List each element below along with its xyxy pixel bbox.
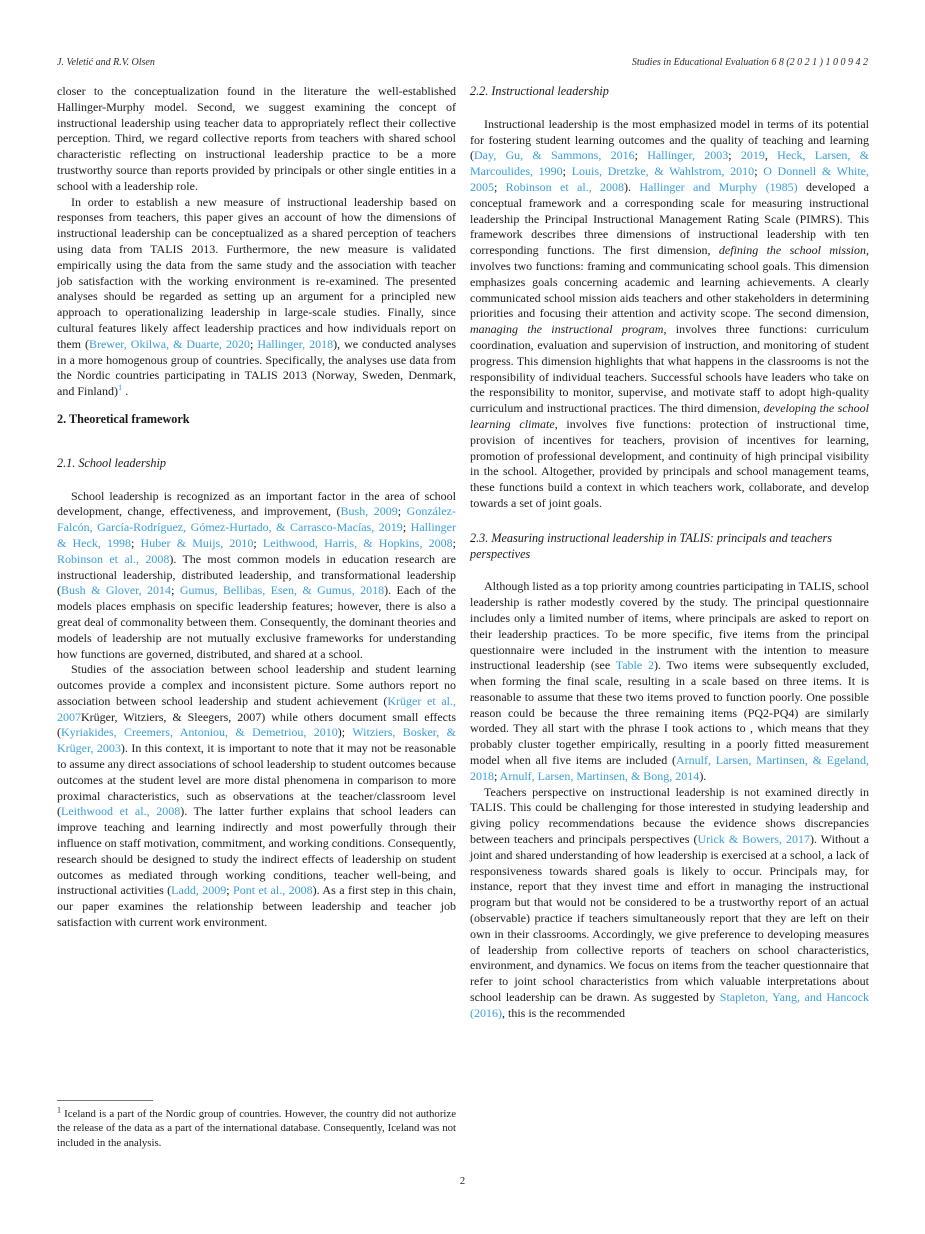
citation-link[interactable]: González-Falcón, García-Rodríguez, Gómez-Hurtado, & Carrasco-Macías, 2019 [57, 504, 456, 535]
paragraph [470, 579, 869, 784]
paragraph [57, 195, 456, 400]
body-text: ). The most common models in education research are instructional leadership, distributed leadership, and transformational leadership ( [57, 551, 457, 598]
footnote-ref-link[interactable]: 1 [118, 382, 123, 393]
citation-link[interactable]: Ladd, 2009 [171, 883, 227, 898]
citation-link[interactable]: Hallinger and Murphy (1985) [639, 179, 798, 194]
footnote-body: Iceland is a part of the Nordic group of countries. However, the country did not authorize the release of the data as a part of the international database. Consequently, Iceland was not included in the analysis. [57, 1108, 457, 1149]
citation-link[interactable]: Huber & Muijs, 2010 [140, 535, 254, 550]
body-text: developed a conceptual framework and a corresponding scale for measuring instructional leadership the Principal Instructional Management Rating Scale (PIMRS). This framework describes three dimensions of instructional leadership with ten corresponding functions. The first dimension, [470, 179, 870, 258]
running-head-authors: J. Veletić and R.V. Olsen [57, 57, 155, 68]
footnote [57, 1100, 456, 1150]
body-text: ; [562, 164, 572, 179]
running-head-journal: Studies in Educational Evaluation 6 8 (2 0 2 1 ) 1 0 0 9 4 2 [631, 57, 868, 68]
body-text: ). As a first step in this chain, our paper examines the relationship between leadership and teacher job satisfaction with current work environment. [57, 883, 456, 930]
subsection-heading [470, 531, 869, 563]
citation-link[interactable]: 2019 [740, 148, 765, 163]
citation-link[interactable]: Bush, 2009 [340, 504, 398, 519]
paragraph [470, 785, 869, 1022]
citation-link[interactable]: Pont et al., 2008 [233, 883, 313, 898]
body-text: ; [494, 179, 506, 194]
body-text: ). The latter further explains that school leaders can improve teaching and learning indirectly and most powerfully through their influence on staff motivation, commitment, and working conditions. Consequently, research should be designed to study the indirect effects of leadership on student outcomes as mediated through working conditions, teacher well-being, and instructional activities ( [57, 804, 457, 898]
body-text: , involves two functions: framing and communicating school goals. This dimension emphasizes goals concerning academic and learning achievements. A clearly communicated school mission aids teachers and other stakeholders in determining priorities and focusing their attention and activity scope. The second dimension, [470, 243, 869, 321]
body-text: , involves five functions: protection of instructional time, provision of incentives for teachers, provision of incentives for learning, promotion of professional development, and continuity of high principal visibility in the school. Altogether, provided by principals and school management teams, these functions build a context in which teachers work, collaborate, and develop towards a set of joint goals. [470, 416, 869, 510]
body-text: ; [131, 535, 141, 550]
citation-link[interactable]: Arnulf, Larsen, Martinsen, & Egeland, 2018 [470, 753, 869, 783]
body-text: closer to the conceptualization found in the literature the well-established Hallinger-Murphy model. Second, we suggest examining the concept of instructional leadership using teacher data to appropriately reflect their collective perception. Third, we regard collective reports from teachers with shared school characteristic reflecting on instructional leadership practice to be a more trustworthy source than reports provided by principals or other single entities in a school with a leadership role. [57, 84, 456, 193]
citation-link[interactable]: Robinson et al., 2008 [505, 179, 625, 194]
body-text: Instructional leadership is the most emphasized model in terms of its potential for fostering student learning outcomes and the quality of teaching and learning ( [470, 116, 869, 163]
body-text: ; [634, 148, 648, 163]
body-text: ; [253, 535, 263, 550]
citation-link[interactable]: Witziers, Bosker, & Krüger, 2003 [57, 725, 457, 756]
body-text: , this is the recommended [502, 1005, 625, 1020]
body-text: Teachers perspective on instructional leadership is not examined directly in TALIS. This could be challenging for those interested in studying leadership and giving policy recommendations because the evidence shows discrepancies between teachers and principals perspectives ( [470, 784, 869, 847]
body-text: School leadership is recognized as an important factor in the area of school development, change, effectiveness, and improvement, ( [57, 488, 456, 519]
body-text: ). Without a joint and shared understanding of how leadership is exercised at a school, a lack of responsiveness towards shared goals is likely to occur. Principals may, for instance, report that they invest time and effort in managing the instructional program but that would not be considered to be a trustworthy report of an actual (observable) practice if teachers simultaneously report that they are left on their own in their classrooms. Accordingly, we give preference to developing measures of leadership from collective reports of teachers on school characteristics, environment, and dynamics. We focus on items from the teacher questionnaire that refer to joint school characteristics from which valuable interpretations about school leadership can be drawn. As suggested by [470, 832, 870, 1005]
body-text: 2. Theoretical framework [57, 411, 190, 426]
body-text: ). [624, 179, 640, 194]
citation-link[interactable]: Hallinger, 2003 [647, 148, 729, 163]
paragraph [470, 117, 869, 512]
body-text: In order to establish a new measure of instructional leadership based on responses from teachers, this paper gives an account of how the dimensions of instructional leadership can be conceptualized as a shared perception of teachers using data from TALIS 2013. Furthermore, the new measure is validated empirically using the data from the same study and the association with teacher job satisfaction with the working environment is re-examined. The presented analyses should be regarded as setting up an argument for a principled new approach to operationalizing leadership in large-scale studies. Finally, since cultural features likely affect leadership practices and how individuals report on them ( [57, 194, 456, 351]
body-text: ; [226, 883, 234, 898]
citation-link[interactable]: Table 2 [615, 658, 654, 673]
citation-link[interactable]: Hallinger, 2018 [257, 336, 334, 351]
body-text: ; [494, 768, 500, 783]
body-text: ; [397, 504, 407, 519]
citation-link[interactable]: Leithwood et al., 2008 [61, 804, 181, 819]
body-text: 2.1. School leadership [57, 455, 166, 470]
body-text: 2.3. Measuring instructional leadership in TALIS: principals and teachers perspectives [470, 530, 832, 561]
citation-link[interactable]: Hallinger & Heck, 1998 [57, 520, 456, 550]
paragraph [57, 489, 456, 663]
body-text: Studies of the association between school leadership and student learning outcomes provide a complex and inconsistent picture. Some authors report no association between school leadership and student achievement ( [57, 662, 456, 708]
body-text: ; [402, 520, 411, 535]
body-text: ). Each of the models places emphasis on specific leadership features; however, there is also a great deal of commonality between them. Consequently, the dominant theories and models of leadership are not mutually exclusive frameworks for understanding how functions are governed, distributed, and shared at a school. [57, 583, 456, 661]
left-column [57, 84, 456, 931]
body-text: ). Two items were subsequently excluded, when forming the final scale, resulting in a scale based on three items. It is reasonable to assume that these two items proved to function poorly. One possible reason could be because the three remaining items (PQ2-PQ4) are similarly worded. They all start with the phrase I took actions to , which means that they probably cluster together empirically, resulting in a poorly fitted measurement model when all five items are included ( [470, 658, 869, 768]
body-text: ; [452, 535, 456, 550]
citation-link[interactable]: Leithwood, Harris, & Hopkins, 2008 [262, 535, 453, 550]
citation-link[interactable]: Bush & Glover, 2014 [61, 583, 172, 598]
body-text: ); [337, 725, 353, 740]
footnote-rule [57, 1100, 153, 1101]
subsection-heading [57, 456, 456, 472]
section-heading [57, 412, 456, 428]
body-text: ; [171, 583, 180, 598]
citation-link[interactable]: Urick & Bowers, 2017 [697, 832, 810, 847]
paragraph [57, 84, 456, 195]
footnote-text [57, 1107, 456, 1150]
emphasis-text: defining the school mission [718, 243, 866, 258]
citation-link[interactable]: Gumus, Bellibas, Esen, & Gumus, 2018 [179, 583, 385, 598]
citation-link[interactable]: Day, Gu, & Sammons, 2016 [474, 148, 635, 163]
emphasis-text: developing the school learning climate [470, 401, 869, 431]
citation-link[interactable]: Heck, Larsen, & Marcoulides, 1990 [470, 148, 869, 179]
page-footer [0, 1176, 925, 1187]
subsection-heading [470, 84, 869, 100]
emphasis-text: managing the instructional program [470, 322, 664, 337]
body-text: , involves three functions: curriculum coordination, evaluation and supervision of instruction, and monitoring of student progress. This dimension highlights that what happens in the classrooms is not the responsibility of individual teachers. Successful schools have leaders who take on the responsibility to monitor, supervise, and motivate staff to adopt high-quality curriculum and instructional practices. The third dimension, [470, 322, 869, 416]
body-text: 2.2. Instructional leadership [470, 84, 609, 98]
paragraph [57, 662, 456, 931]
body-text: ). In this context, it is important to note that it may not be reasonable to assume any direct associations of school leadership to student outcomes because outcomes at the student level are more distal phenomena in comparison to more proximal characteristics, such as observations at the teacher/classroom level ( [57, 741, 456, 819]
citation-link[interactable]: Stapleton, Yang, and Hancock (2016) [470, 990, 869, 1020]
citation-link[interactable]: Louis, Dretzke, & Wahlstrom, 2010 [571, 164, 755, 179]
body-text: Although listed as a top priority among countries participating in TALIS, school leadership is rather modestly covered by the study. The principal questionnaire includes only a limited number of items, where principals are asked to report on their leadership practices. To be more specific, five items from the principal questionnaire were included in the instrument with the intention to measure instructional leadership (see [470, 579, 869, 673]
body-text: ; [728, 148, 741, 163]
body-text: Krüger, Witziers, & Sleegers, 2007) while others document small effects ( [57, 709, 456, 740]
body-text: ). [699, 768, 707, 783]
body-text: ; [754, 164, 764, 179]
body-text: . [122, 384, 129, 399]
body-text: ), we conducted analyses in a more homogenous group of countries. Specifically, the analyses use data from the Nordic countries participating in TALIS 2013 (Norway, Sweden, Denmark, and Finland) [57, 336, 456, 399]
citation-link[interactable]: Robinson et al., 2008 [57, 551, 170, 566]
body-text: , [764, 148, 778, 163]
footnote-marker: 1 [57, 1105, 61, 1115]
right-column [470, 84, 869, 1022]
citation-link[interactable]: Krüger et al., 2007 [57, 693, 456, 724]
citation-link[interactable]: Arnulf, Larsen, Martinsen, & Bong, 2014 [499, 768, 700, 783]
page-number: 2 [459, 1176, 466, 1187]
citation-link[interactable]: Brewer, Okilwa, & Duarte, 2020 [88, 336, 250, 351]
citation-link[interactable]: O Donnell & White, 2005 [470, 164, 869, 194]
citation-link[interactable]: Kyriakides, Creemers, Antoniou, & Demetriou, 2010 [61, 725, 338, 740]
running-head [57, 57, 868, 68]
body-text: ; [250, 336, 258, 351]
